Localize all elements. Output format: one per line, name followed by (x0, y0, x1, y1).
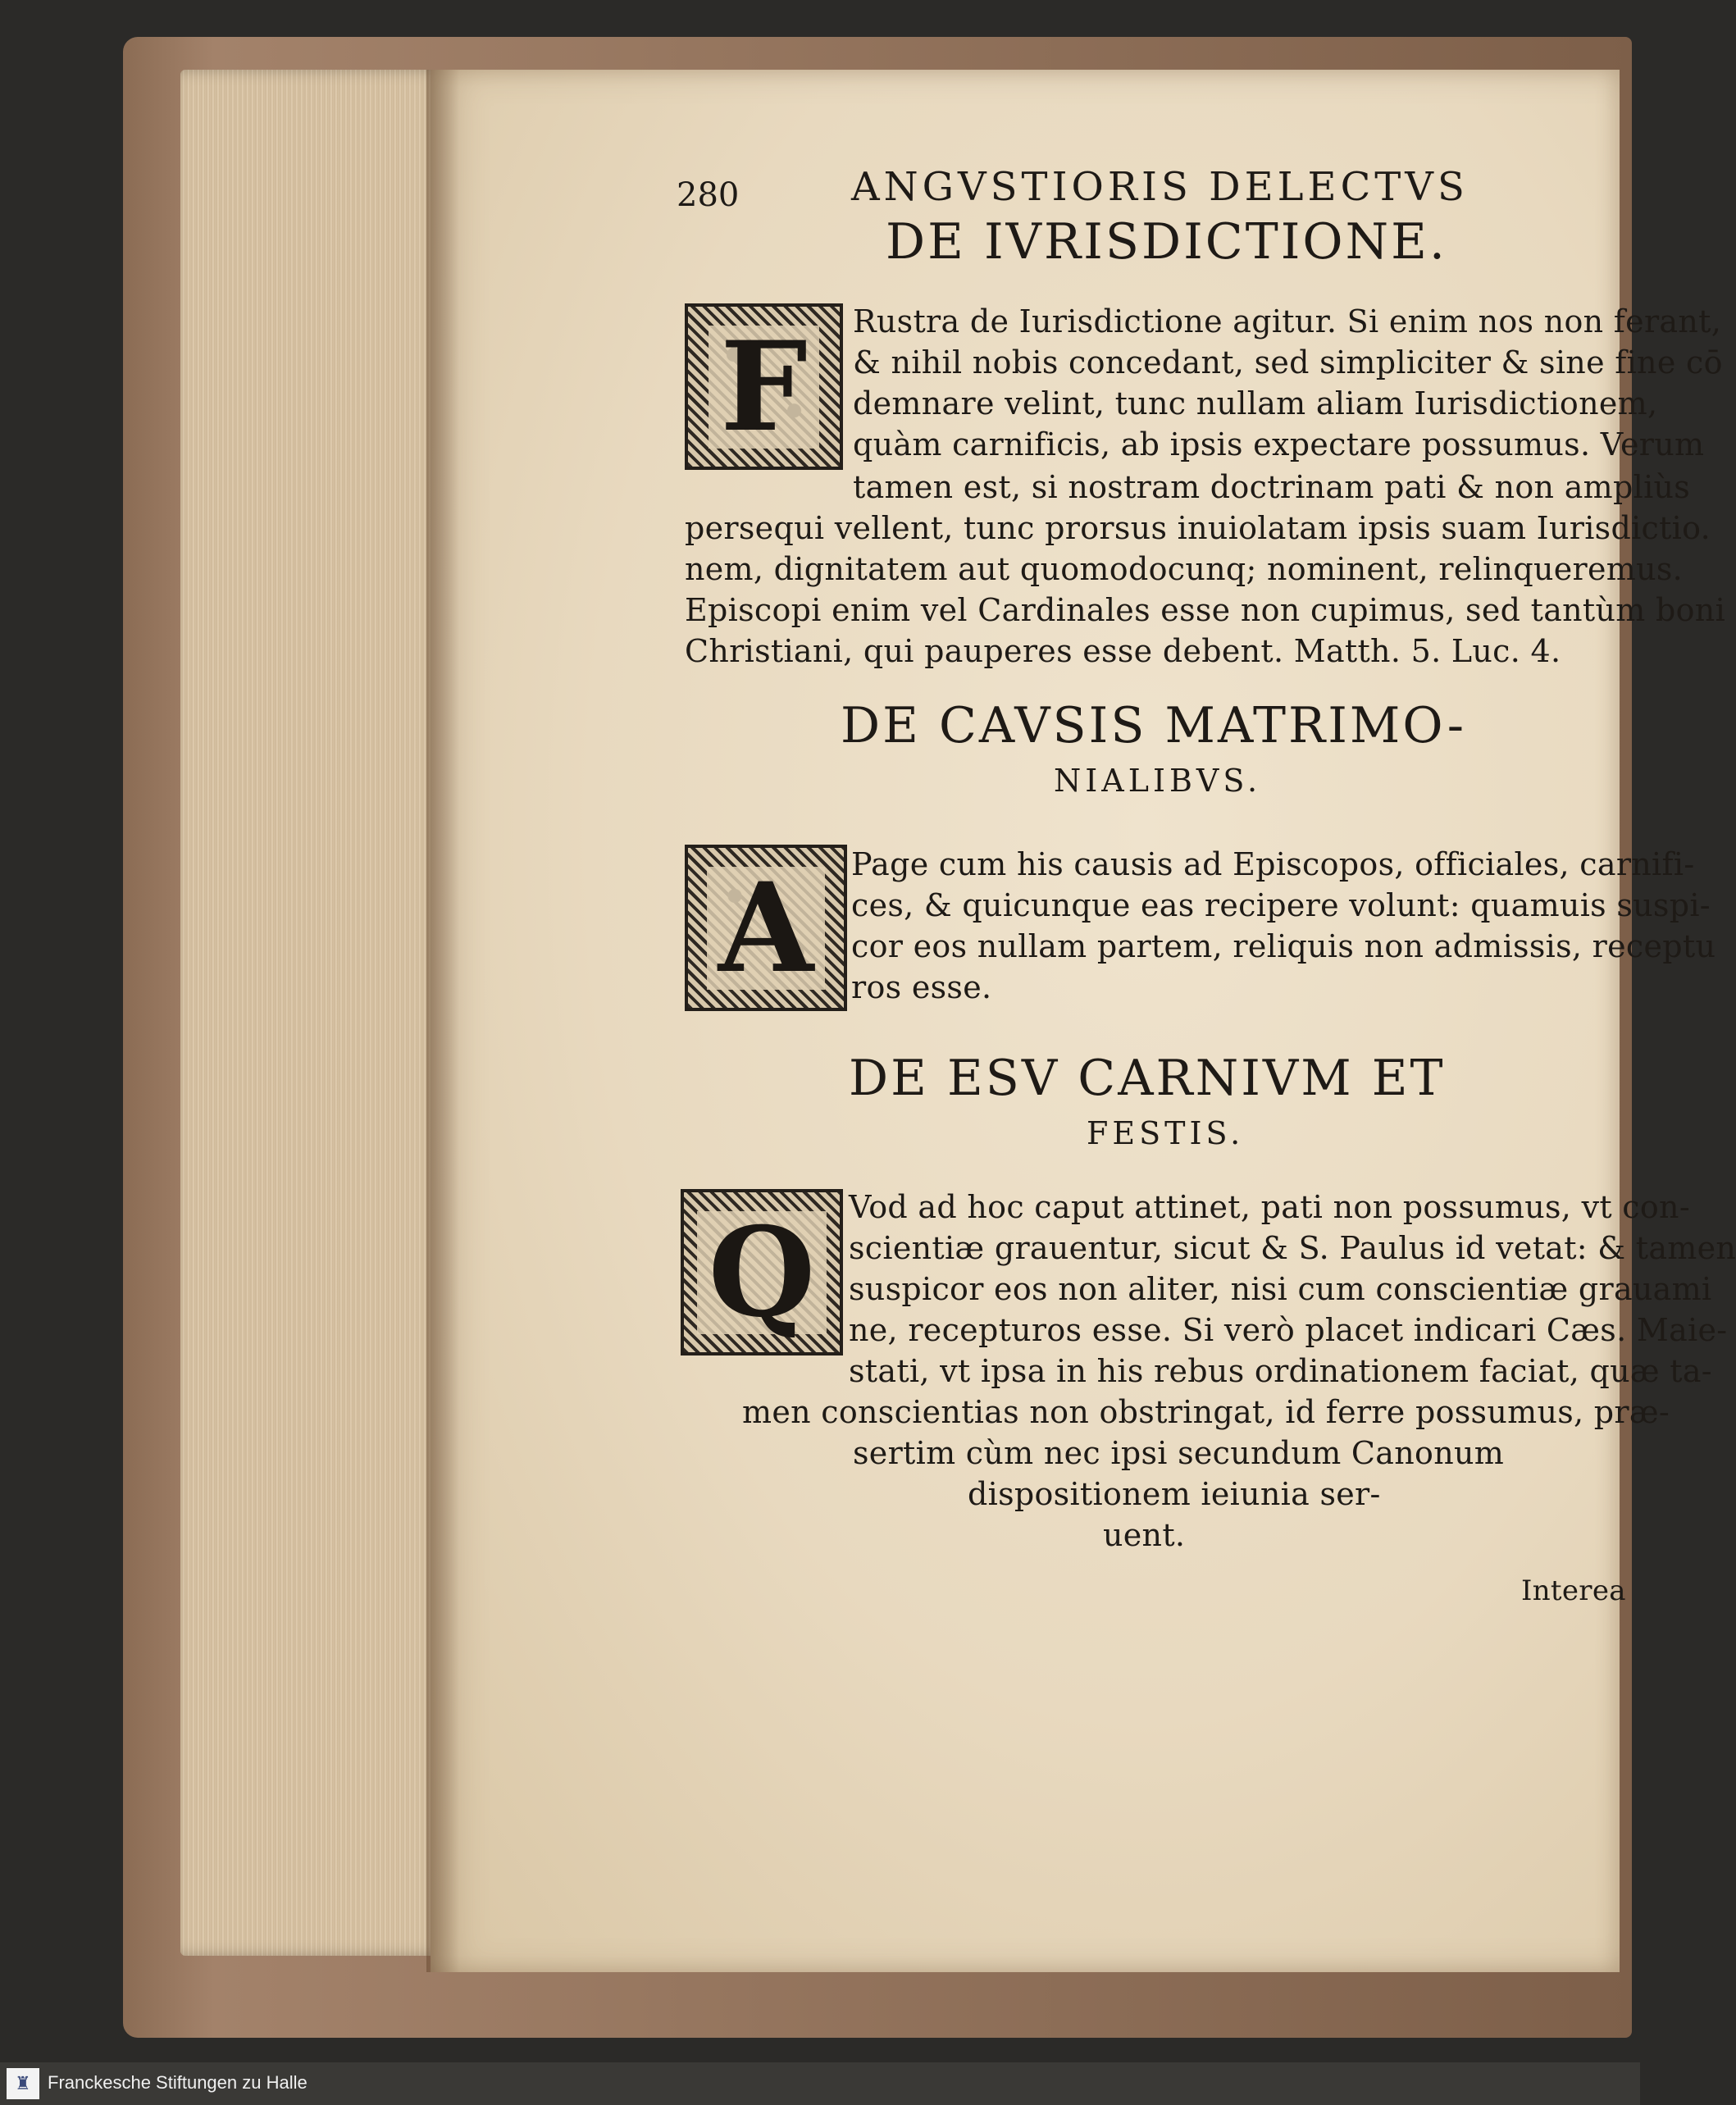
section-title-continuation: NIALIBVS. (1054, 763, 1262, 799)
text-line: men conscientias non obstringat, id ferre possumus, præ- (742, 1394, 1670, 1430)
text-line: scientiæ grauentur, sicut & S. Paulus id vetat: & tamen (849, 1230, 1736, 1266)
institution-logo-icon: ♜ (7, 2068, 39, 2099)
text-line: suspicor eos non aliter, nisi cum conscientiæ grauami (849, 1271, 1712, 1307)
text-line: tamen est, si nostram doctrinam pati & non ampliùs (853, 469, 1691, 505)
section-title: DE ESV CARNIVM ET (849, 1050, 1446, 1107)
page-edges (180, 70, 443, 1956)
text-line: ne, recepturos esse. Si verò placet indicari Cæs. Maie- (849, 1312, 1728, 1348)
text-line: nem, dignitatem aut quomodocunq; nominent, relinqueremus. (685, 551, 1684, 587)
section-title: DE CAVSIS MATRIMO- (841, 697, 1467, 754)
text-line: & nihil nobis concedant, sed simpliciter & sine fine cō (853, 344, 1723, 380)
footer-institution-name: Franckesche Stiftungen zu Halle (48, 2072, 308, 2093)
text-line: demnare velint, tunc nullam aliam Iurisdictionem, (853, 385, 1658, 421)
text-line: sertim cùm nec ipsi secundum Canonum (853, 1435, 1505, 1471)
text-line: dispositionem ieiunia ser- (968, 1476, 1381, 1512)
section-title-continuation: FESTIS. (1087, 1115, 1245, 1151)
catchword: Interea (1521, 1574, 1626, 1607)
text-line: persequi vellent, tunc prorsus inuiolatam ipsis suam Iurisdictio. (685, 510, 1711, 546)
decorated-initial: Q (681, 1189, 843, 1355)
text-line: Rustra de Iurisdictione agitur. Si enim nos non ferant, (853, 303, 1722, 339)
page-number: 280 (677, 176, 740, 214)
text-line: Page cum his causis ad Episcopos, officiales, carnifi- (851, 846, 1695, 882)
running-head: ANGVSTIORIS DELECTVS (851, 164, 1469, 210)
text-line: quàm carnificis, ab ipsis expectare possumus. Verum (853, 426, 1705, 462)
text-line: Christiani, qui pauperes esse debent. Matth. 5. Luc. 4. (685, 633, 1561, 669)
section-title: DE IVRISDICTIONE. (886, 213, 1447, 271)
text-line: Episcopi enim vel Cardinales esse non cupimus, sed tantùm boni (685, 592, 1726, 628)
text-line: ces, & quicunque eas recipere volunt: quamuis suspi- (851, 887, 1711, 923)
text-line: Vod ad hoc caput attinet, pati non possumus, vt con- (849, 1189, 1690, 1225)
decorated-initial: A (685, 845, 847, 1011)
text-line: uent. (1103, 1517, 1186, 1553)
page-gutter-shadow (426, 70, 459, 1972)
text-line: cor eos nullam partem, reliquis non admissis, receptu (851, 928, 1716, 964)
text-line: ros esse. (851, 969, 992, 1005)
decorated-initial: F (685, 303, 843, 470)
text-line: stati, vt ipsa in his rebus ordinationem faciat, quæ ta- (849, 1353, 1712, 1389)
